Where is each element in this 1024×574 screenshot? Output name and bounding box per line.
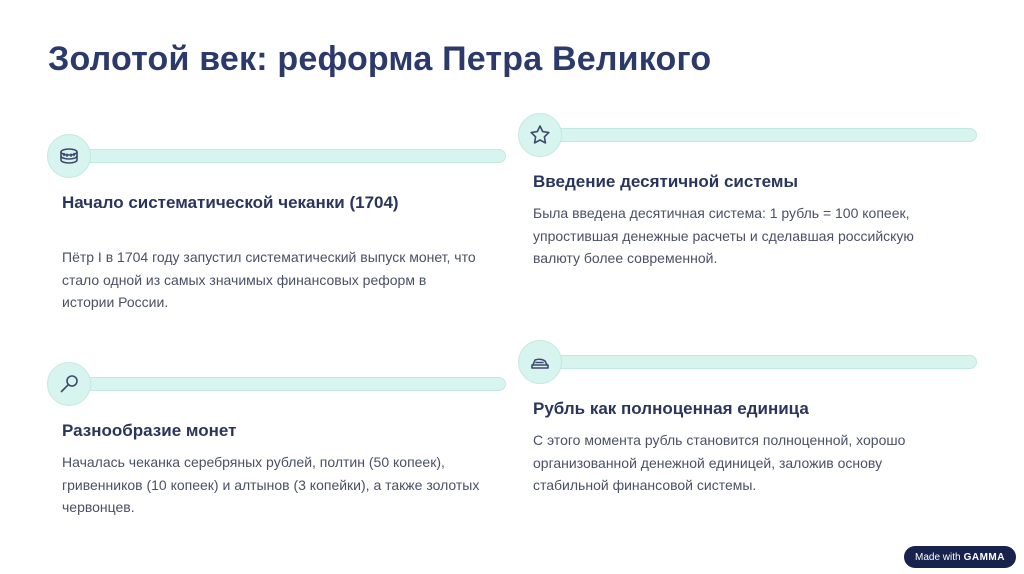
badge-label: Made with	[915, 551, 961, 563]
timeline-track	[62, 149, 506, 163]
stapler-icon	[518, 340, 562, 384]
star-icon	[518, 113, 562, 157]
page-title: Золотой век: реформа Петра Великого	[48, 40, 712, 78]
magnifier-icon	[47, 362, 91, 406]
timeline-track	[533, 355, 977, 369]
card-text: Пётр I в 1704 году запустил систематический выпуск монет, что стало одной из самых значимых финансовых реформ в истории России.	[62, 249, 476, 310]
made-with-gamma-badge[interactable]	[904, 546, 1016, 568]
card-heading: Начало систематической чеканки (1704)	[62, 193, 399, 212]
coin-stack-icon	[47, 134, 91, 178]
card-text: Была введена десятичная система: 1 рубль = 100 копеек, упростившая денежные расчеты и сделавшая российскую валюту более современной.	[533, 205, 914, 266]
card-text: Началась чеканка серебряных рублей, полтин (50 копеек), гривенников (10 копеек) и алтынов (3 копейки), а также золотых червонцев.	[62, 454, 480, 515]
gamma-logo: GAMMA	[963, 551, 1005, 563]
card-heading: Разнообразие монет	[62, 421, 237, 440]
timeline-track	[533, 128, 977, 142]
card-heading: Введение десятичной системы	[533, 172, 798, 191]
card-heading: Рубль как полноценная единица	[533, 399, 809, 418]
card-text: С этого момента рубль становится полноценной, хорошо организованной денежной единицей, заложив основу стабильной финансовой системы.	[533, 432, 906, 493]
timeline-track	[62, 377, 506, 391]
